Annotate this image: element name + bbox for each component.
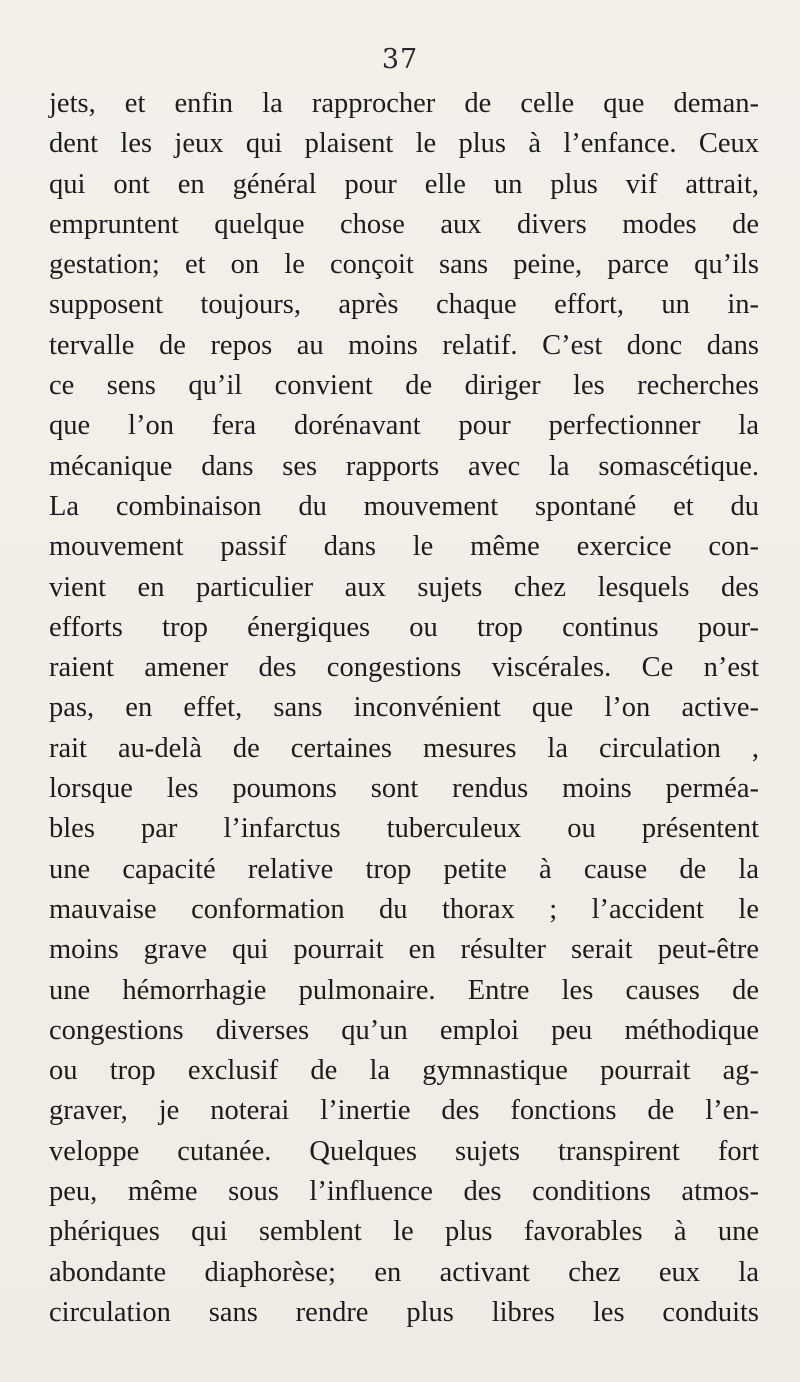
text-line: La combinaison du mouvement spontané et du [49, 490, 759, 522]
text-line: pas, en effet, sans inconvénient que l’on active- [49, 692, 759, 724]
text-line: phériques qui semblent le plus favorables à une [49, 1216, 759, 1248]
text-line: supposent toujours, après chaque effort, un in- [49, 289, 759, 321]
text-line: lorsque les poumons sont rendus moins perméa- [49, 773, 759, 805]
text-line: congestions diverses qu’un emploi peu méthodique [49, 1014, 759, 1046]
text-line: empruntent quelque chose aux divers modes de [49, 208, 759, 240]
text-line: que l’on fera dorénavant pour perfectionner la [49, 410, 759, 442]
page-number: 37 [381, 44, 419, 75]
text-line: qui ont en général pour elle un plus vif attrait, [49, 168, 759, 200]
text-line: gestation; et on le conçoit sans peine, parce qu’ils [49, 249, 759, 281]
text-line: circulation sans rendre plus libres les conduits [49, 1296, 759, 1328]
text-line: ce sens qu’il convient de diriger les recherches [49, 370, 759, 402]
text-line: bles par l’infarctus tuberculeux ou présentent [49, 813, 759, 845]
text-line: jets, et enfin la rapprocher de celle que deman- [49, 88, 759, 119]
text-line: moins grave qui pourrait en résulter serait peut-être [49, 934, 759, 966]
text-line: efforts trop énergiques ou trop continus pour- [49, 611, 759, 643]
text-line: une hémorrhagie pulmonaire. Entre les causes de [49, 974, 759, 1006]
text-line: raient amener des congestions viscérales. Ce n’est [49, 652, 759, 684]
text-line: mauvaise conformation du thorax ; l’accident le [49, 893, 759, 925]
text-line: mouvement passif dans le même exercice con- [49, 531, 759, 563]
text-line: peu, même sous l’influence des conditions atmos- [49, 1176, 759, 1208]
text-line: rait au-delà de certaines mesures la circulation , [49, 732, 759, 764]
text-line: tervalle de repos au moins relatif. C’est donc dans [49, 329, 759, 361]
text-line: mécanique dans ses rapports avec la somascétique. [49, 450, 759, 482]
text-line: veloppe cutanée. Quelques sujets transpirent fort [49, 1135, 759, 1167]
body-text [49, 84, 759, 1333]
text-line: abondante diaphorèse; en activant chez eux la [49, 1256, 759, 1288]
text-line: une capacité relative trop petite à cause de la [49, 853, 759, 885]
text-line: dent les jeux qui plaisent le plus à l’enfance. Ceux [49, 128, 759, 160]
text-line: graver, je noterai l’inertie des fonctions de l’en- [49, 1095, 759, 1127]
text-line: vient en particulier aux sujets chez lesquels des [49, 571, 759, 603]
text-line: ou trop exclusif de la gymnastique pourrait ag- [49, 1055, 759, 1087]
